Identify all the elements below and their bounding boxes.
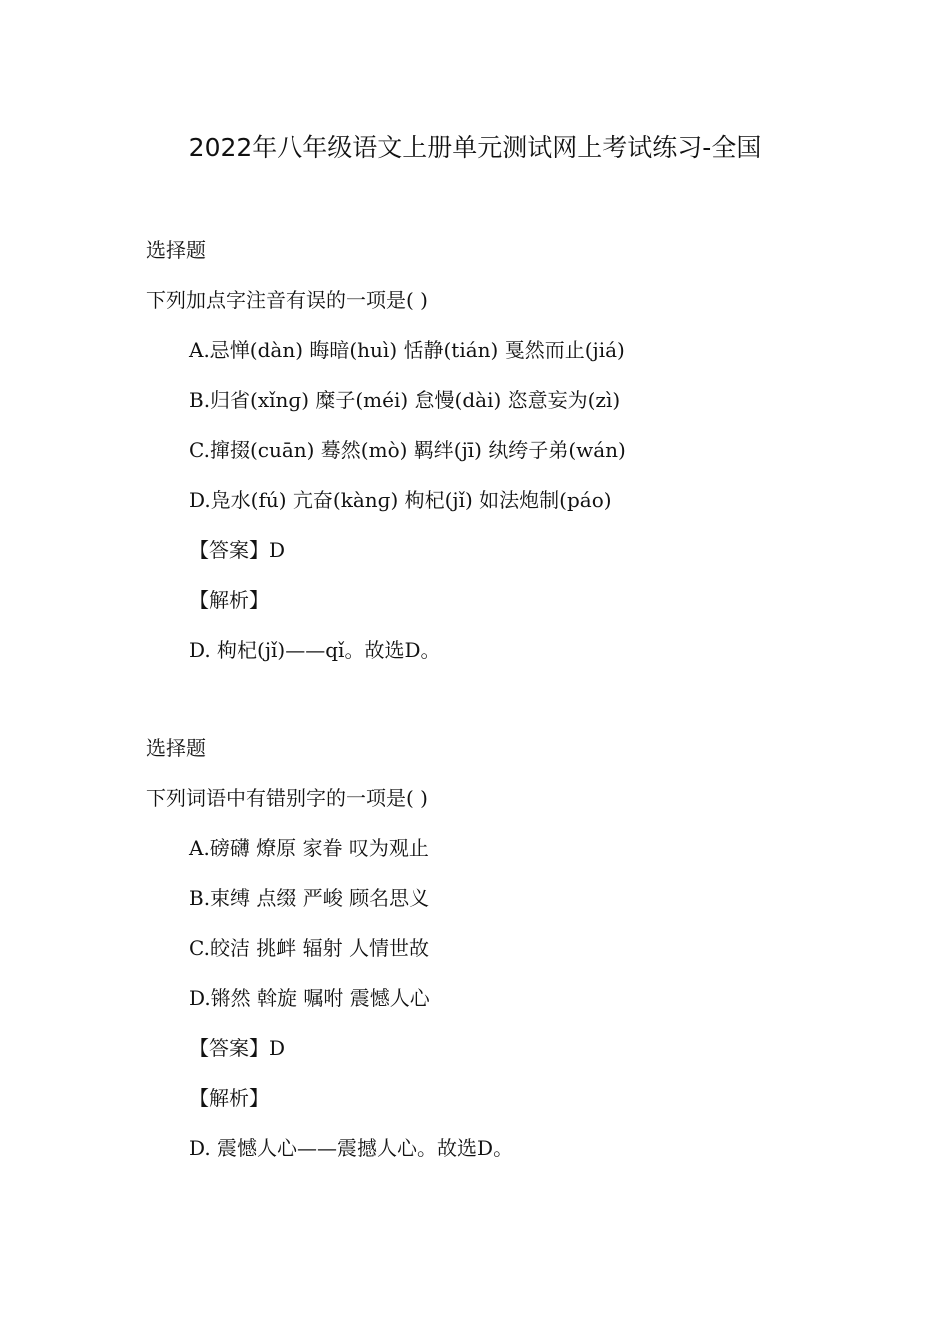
analysis-label: 【解析】 [189, 588, 269, 612]
document-title: 2022年八年级语文上册单元测试网上考试练习-全国 [188, 133, 762, 162]
option-a: A.忌惮(dàn) 晦暗(huì) 恬静(tián) 戛然而止(jiá) [189, 338, 625, 362]
question-type: 选择题 [146, 238, 206, 262]
option-d: D.凫水(fú) 亢奋(kànɡ) 枸杞(jǐ) 如法炮制(páo) [189, 488, 612, 512]
analysis-text: D. 震憾人心——震撼人心。故选D。 [189, 1136, 514, 1160]
option-d: D.锵然 斡旋 嘱咐 震憾人心 [189, 986, 430, 1010]
option-c: C.皎洁 挑衅 辐射 人情世故 [189, 936, 430, 960]
question-stem: 下列加点字注音有误的一项是( ) [146, 288, 428, 312]
option-b: B.归省(xǐnɡ) 糜子(méi) 怠慢(dài) 恣意妄为(zì) [189, 388, 621, 412]
option-c: C.撺掇(cuān) 蓦然(mò) 羁绊(jī) 纨绔子弟(wán) [189, 438, 626, 462]
question-stem: 下列词语中有错别字的一项是( ) [146, 786, 428, 810]
question-type: 选择题 [146, 736, 206, 760]
analysis-text: D. 枸杞(jǐ)——qǐ。故选D。 [189, 638, 441, 662]
option-b: B.束缚 点缀 严峻 顾名思义 [189, 886, 430, 910]
analysis-label: 【解析】 [189, 1086, 269, 1110]
option-a: A.磅礴 燎原 家眷 叹为观止 [189, 836, 429, 860]
answer: 【答案】D [189, 538, 286, 562]
answer: 【答案】D [189, 1036, 286, 1060]
